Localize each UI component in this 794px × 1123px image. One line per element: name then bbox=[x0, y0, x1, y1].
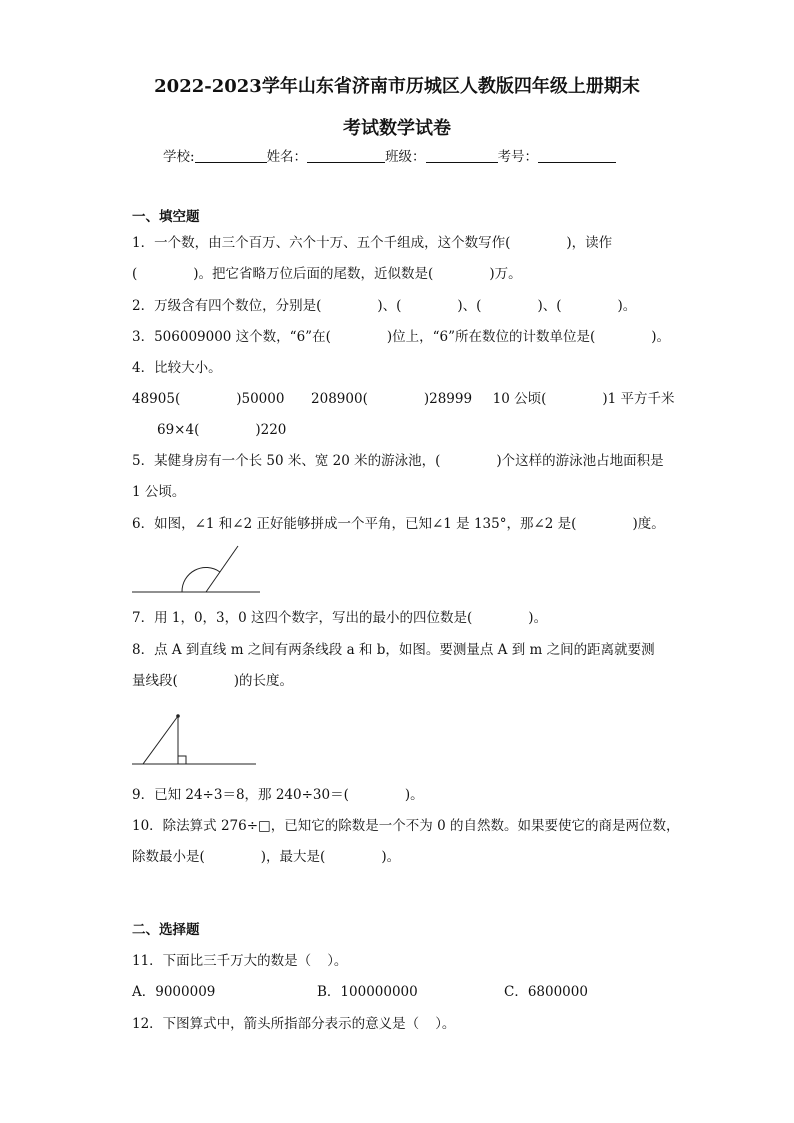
school-label: 学校: bbox=[163, 149, 195, 165]
question-2: 2．万级含有四个数位，分别是( )、( )、( )、( )。 bbox=[132, 298, 637, 314]
question-5-line-2: 1 公顷。 bbox=[132, 484, 186, 500]
question-11: 11．下面比三千万大的数是（ ）。 bbox=[132, 953, 348, 969]
question-8-line-2: 量线段( )的长度。 bbox=[132, 673, 294, 689]
question-5-line-1: 5．某健身房有一个长 50 米、宽 20 米的游泳池，( )个这样的游泳池占地面积是 bbox=[132, 453, 664, 469]
question-1-line-1: 1．一个数，由三个百万、六个十万、五个千组成，这个数写作( )，读作 bbox=[132, 235, 613, 251]
question-10-line-1: 10．除法算式 276÷□，已知它的除数是一个不为 0 的自然数。如果要使它的商是两位数， bbox=[132, 818, 680, 834]
section-heading-choice: 二、选择题 bbox=[132, 922, 200, 938]
question-11-option-a[interactable]: A．9000009 bbox=[132, 984, 216, 1000]
question-10-line-2: 除数最小是( )，最大是( )。 bbox=[132, 849, 401, 865]
page-subtitle: 考试数学试卷 bbox=[343, 118, 451, 139]
question-11-option-c[interactable]: C．6800000 bbox=[504, 984, 588, 1000]
question-4: 4．比较大小。 bbox=[132, 360, 222, 376]
question-4-compare-row-1: 48905( )50000 208900( )28999 10 公顷( )1 平方千米 bbox=[132, 391, 675, 407]
question-7: 7．用 1，0，3，0 这四个数字，写出的最小的四位数是( )。 bbox=[132, 610, 548, 626]
question-1-line-2: ( )。把它省略万位后面的尾数，近似数是( )万。 bbox=[132, 266, 522, 282]
class-field[interactable] bbox=[426, 148, 498, 163]
section-heading-fill-in: 一、填空题 bbox=[132, 209, 200, 225]
school-field[interactable] bbox=[195, 148, 267, 163]
question-11-option-b[interactable]: B．100000000 bbox=[317, 984, 418, 1000]
question-12: 12．下图算式中，箭头所指部分表示的意义是（ ）。 bbox=[132, 1016, 456, 1032]
class-label: 班级： bbox=[385, 149, 426, 165]
question-8-line-1: 8．点 A 到直线 m 之间有两条线段 a 和 b，如图。要测量点 A 到 m 之间的距离就要测 bbox=[132, 642, 655, 658]
number-label: 考号： bbox=[497, 149, 539, 165]
name-field[interactable] bbox=[307, 148, 385, 163]
question-3: 3．506009000 这个数，“6”在( )位上，“6”所在数位的计数单位是( )。 bbox=[132, 329, 671, 345]
name-label: 姓名： bbox=[266, 149, 308, 165]
number-field[interactable] bbox=[538, 148, 616, 163]
student-info-row bbox=[163, 145, 616, 165]
angle-figure bbox=[128, 542, 268, 596]
question-9: 9．已知 24÷3＝8，那 240÷30＝( )。 bbox=[132, 787, 424, 803]
page-title: 2022-2023学年山东省济南市历城区人教版四年级上册期末 bbox=[154, 76, 640, 97]
question-6: 6．如图，∠1 和∠2 正好能够拼成一个平角，已知∠1 是 135°，那∠2 是( )度。 bbox=[132, 516, 665, 532]
distance-figure bbox=[130, 698, 260, 774]
question-4-compare-row-2: 69×4( )220 bbox=[157, 422, 287, 438]
